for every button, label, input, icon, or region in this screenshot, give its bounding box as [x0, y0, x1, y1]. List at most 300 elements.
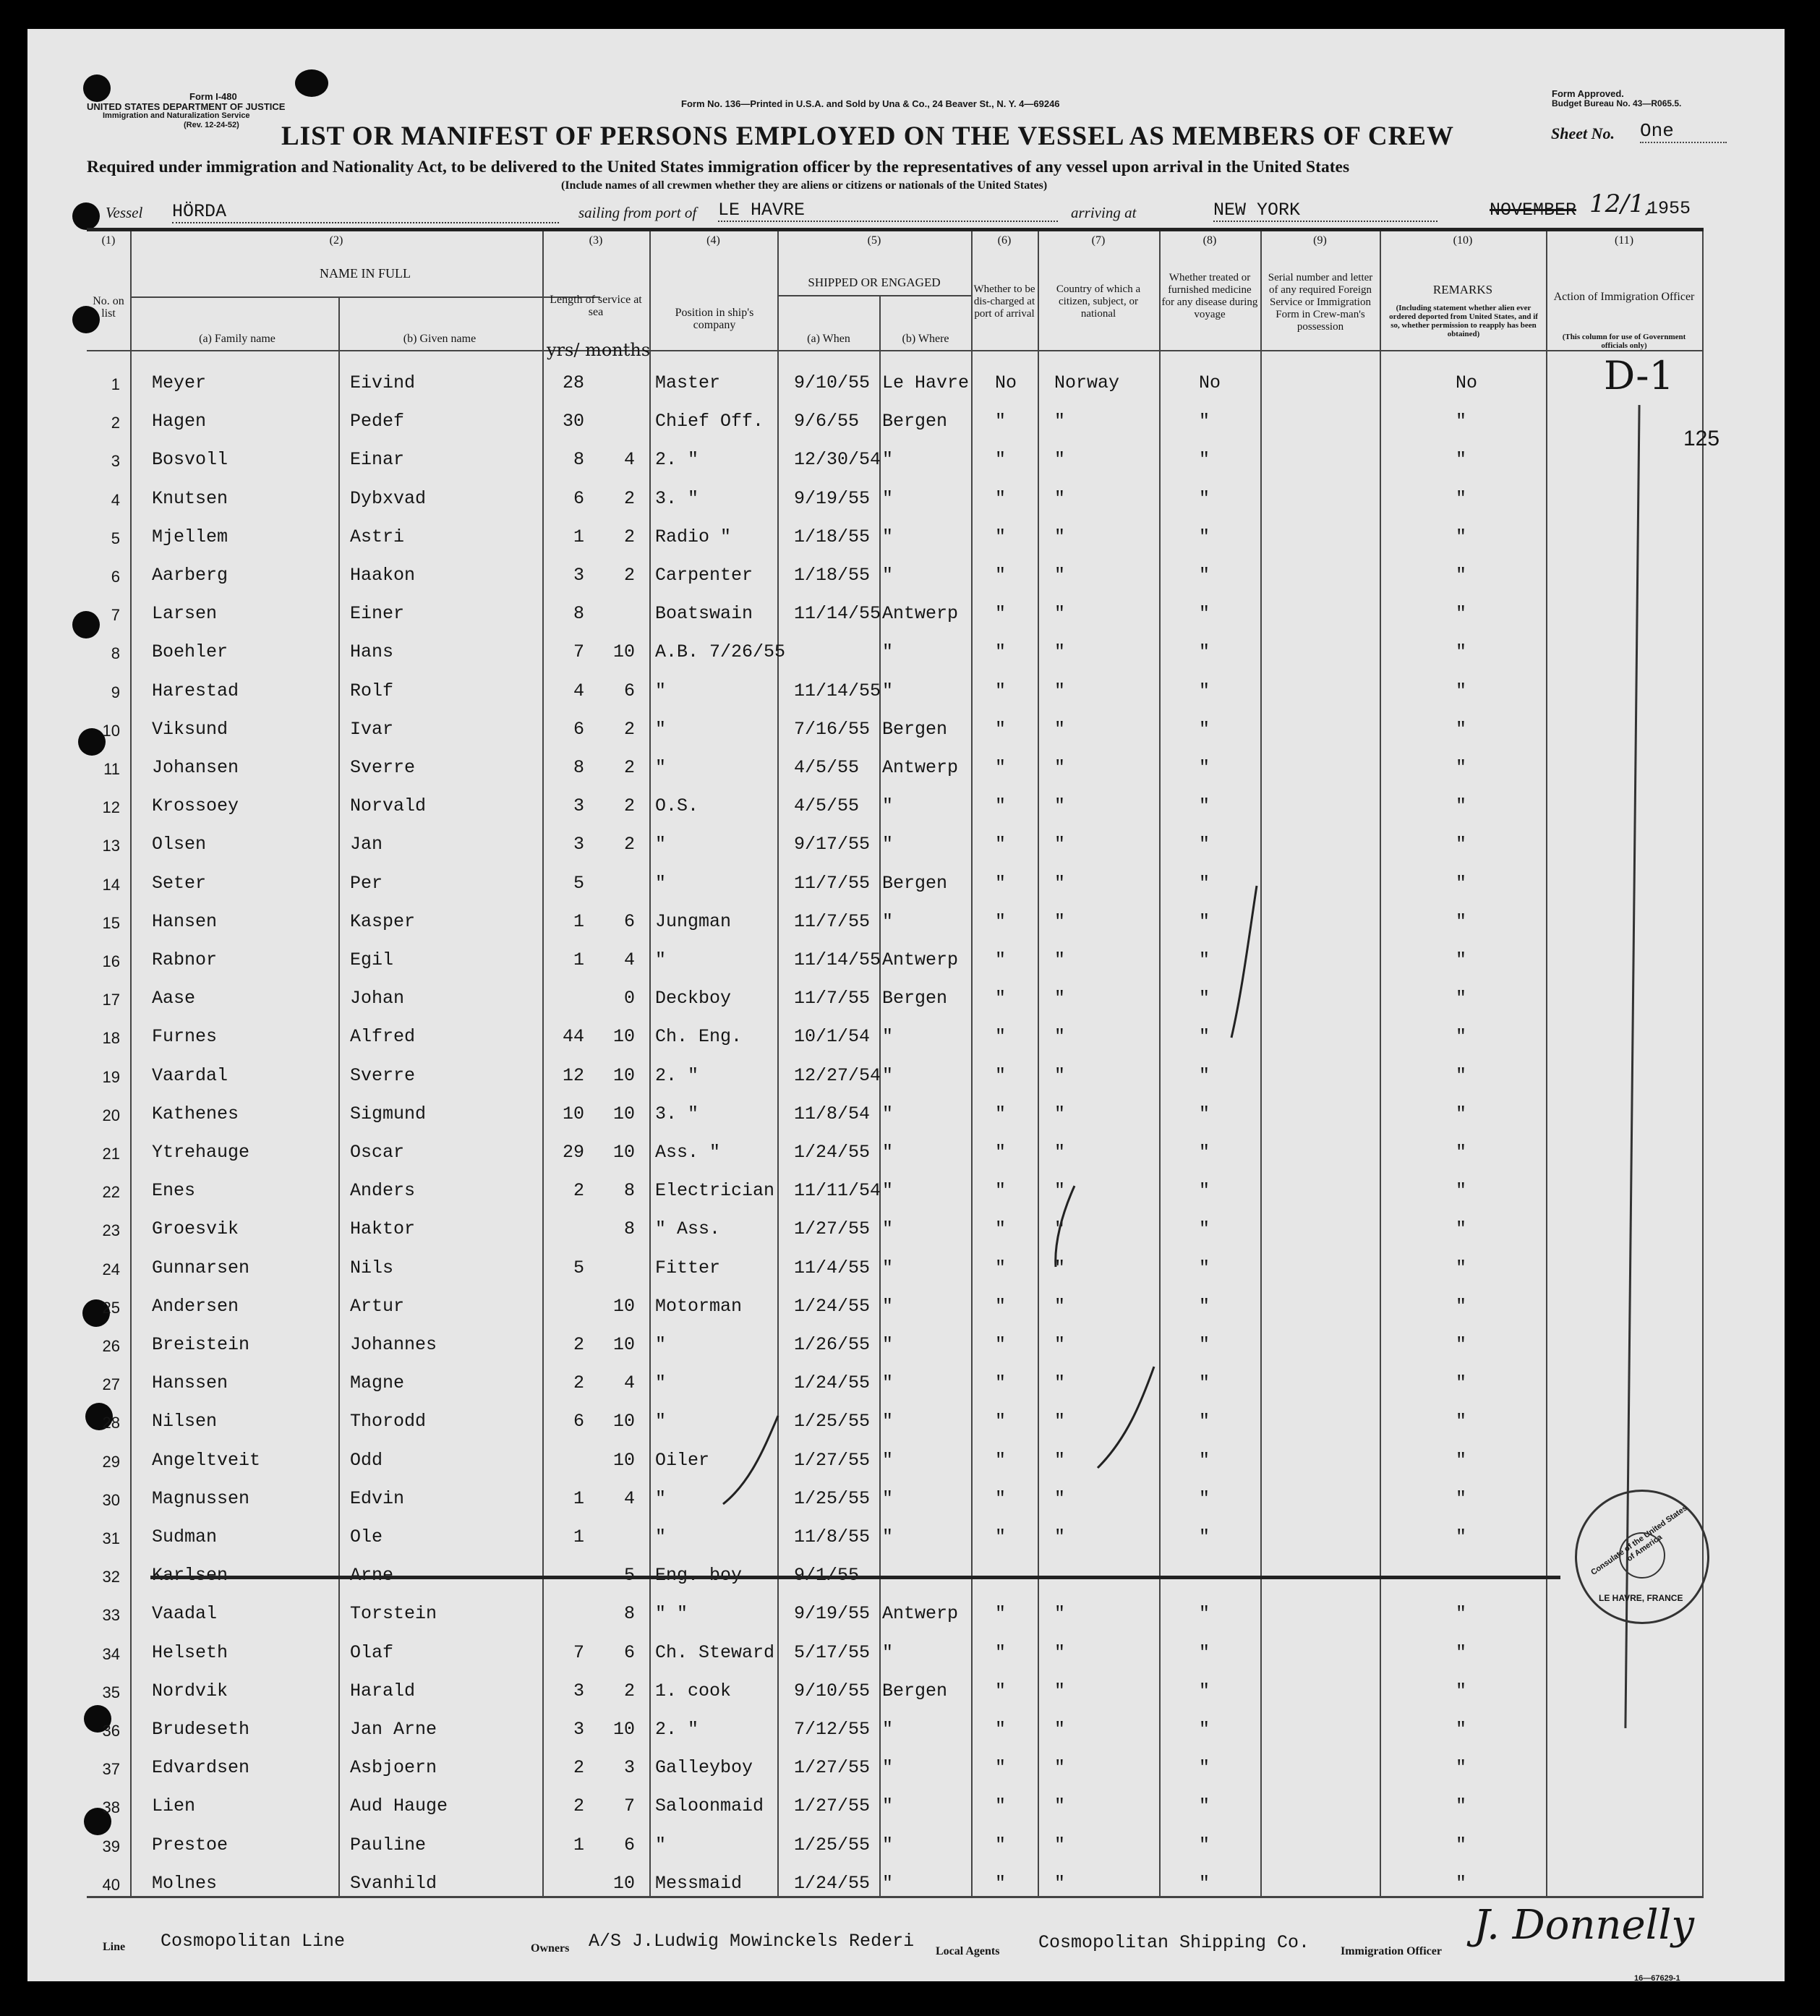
cell-disch: " [995, 680, 1007, 701]
cell-mos: 10 [612, 1142, 635, 1163]
cell-disch: " [995, 449, 1007, 471]
cell-country: Norway [1054, 372, 1120, 393]
cell-remarks: " [1456, 834, 1467, 855]
cell-when: 7/16/55 [794, 718, 871, 740]
row-number: 1 [111, 375, 120, 393]
cell-yrs: 8 [573, 449, 584, 471]
cell-med: " [1199, 1411, 1210, 1432]
cell-med: " [1199, 1334, 1210, 1355]
col-header-position: Position in ship's company [675, 307, 754, 331]
cell-yrs: 30 [562, 411, 584, 432]
stamp-city: LE HAVRE, FRANCE [1599, 1593, 1683, 1603]
cell-position: " [655, 1834, 667, 1855]
cell-given: Magne [350, 1372, 405, 1394]
cell-position: Messmaid [655, 1872, 743, 1894]
cell-position: Galleyboy [655, 1757, 753, 1779]
cell-family: Vaardal [152, 1064, 228, 1086]
cell-yrs: 2 [573, 1180, 584, 1202]
cell-med: " [1199, 718, 1210, 740]
footer-owners-label: Owners [531, 1942, 570, 1955]
row-number: 21 [102, 1145, 120, 1163]
cell-mos: 8 [623, 1603, 635, 1625]
cell-yrs: 4 [573, 680, 584, 701]
cell-family: Larsen [152, 603, 218, 625]
cell-when: 1/26/55 [794, 1334, 871, 1355]
cell-mos: 10 [612, 1334, 635, 1355]
cell-yrs: 2 [573, 1795, 584, 1817]
cell-position: Fitter [655, 1257, 721, 1278]
cell-family: Enes [152, 1180, 196, 1202]
cell-position: Deckboy [655, 988, 732, 1009]
cell-yrs: 5 [573, 1257, 584, 1278]
cell-where: Antwerp [882, 757, 959, 778]
cell-position: Motorman [655, 1295, 743, 1317]
cell-med: " [1199, 1295, 1210, 1317]
cell-when: 11/14/55 [794, 680, 881, 701]
cell-med: " [1199, 1103, 1210, 1124]
cell-when: 1/27/55 [794, 1218, 871, 1240]
col-num: (5) [867, 234, 881, 247]
sheet-value: One [1640, 120, 1727, 143]
cell-position: Master [655, 372, 721, 393]
cell-med: " [1199, 1757, 1210, 1779]
cell-remarks: " [1456, 603, 1467, 625]
cell-mos: 8 [623, 1180, 635, 1202]
cell-mos: 2 [623, 1680, 635, 1701]
cell-disch: " [995, 1757, 1007, 1779]
row-number: 34 [102, 1644, 120, 1663]
cell-med: " [1199, 1526, 1210, 1547]
stamp-text: Consulate of the United States of America [1589, 1503, 1689, 1577]
vessel-label: Vessel [106, 204, 143, 221]
cell-disch: " [995, 988, 1007, 1009]
action-mark: D-1 [1604, 353, 1674, 398]
cell-country: " [1054, 1180, 1066, 1202]
cell-disch: " [995, 1719, 1007, 1740]
cell-mos: 2 [623, 795, 635, 817]
cell-when: 4/5/55 [794, 757, 860, 778]
cell-mos: 2 [623, 718, 635, 740]
cell-country: " [1054, 1795, 1066, 1817]
cell-mos: 10 [612, 1411, 635, 1432]
cell-remarks: " [1456, 910, 1467, 932]
arrival-year: 1955 [1647, 198, 1691, 219]
row-number: 35 [102, 1683, 120, 1701]
cell-yrs: 2 [573, 1334, 584, 1355]
cell-disch: " [995, 411, 1007, 432]
cell-disch: " [995, 1795, 1007, 1817]
cell-mos: 7 [623, 1795, 635, 1817]
cell-med: " [1199, 872, 1210, 894]
cell-yrs: 1 [573, 526, 584, 547]
cell-when: 1/27/55 [794, 1449, 871, 1471]
cell-remarks: " [1456, 1218, 1467, 1240]
col-num: (11) [1614, 234, 1634, 247]
cell-disch: " [995, 1103, 1007, 1124]
cell-mos: 4 [623, 1487, 635, 1509]
cell-med: " [1199, 641, 1210, 663]
cell-where: " [882, 1103, 894, 1124]
row-number: 20 [102, 1106, 120, 1124]
cell-position: 1. cook [655, 1680, 732, 1701]
cell-disch: " [995, 1180, 1007, 1202]
cell-when: 11/14/55 [794, 603, 881, 625]
cell-mos: 10 [612, 1064, 635, 1086]
cell-where: " [882, 680, 894, 701]
cell-where: " [882, 1834, 894, 1855]
cell-country: " [1054, 1295, 1066, 1317]
cell-given: Norvald [350, 795, 427, 817]
cell-med: " [1199, 1487, 1210, 1509]
cell-med: " [1199, 1372, 1210, 1394]
printer-line: Form No. 136—Printed in U.S.A. and Sold by Una & Co., 24 Beaver St., N. Y. 4—69246 [681, 98, 1060, 109]
cell-med: " [1199, 1834, 1210, 1855]
col-header-country: Country of which a citizen, subject, or national [1056, 283, 1141, 320]
cell-where: " [882, 834, 894, 855]
cell-family: Brudeseth [152, 1719, 250, 1740]
cell-remarks: " [1456, 1719, 1467, 1740]
margin-number: 125 [1683, 427, 1720, 450]
cell-mos: 6 [623, 1834, 635, 1855]
cell-remarks: " [1456, 1334, 1467, 1355]
cell-when: 11/7/55 [794, 872, 871, 894]
cell-where: " [882, 449, 894, 471]
row-number: 3 [111, 452, 120, 471]
col-num: (3) [589, 234, 603, 247]
col-header-given: (b) Given name [403, 333, 477, 345]
col-num: (4) [706, 234, 720, 247]
cell-given: Sigmund [350, 1103, 427, 1124]
cell-country: " [1054, 526, 1066, 547]
cell-given: Artur [350, 1295, 405, 1317]
cell-position: Ch. Eng. [655, 1026, 743, 1048]
cell-yrs: 2 [573, 1372, 584, 1394]
col-num: (7) [1091, 234, 1106, 247]
cell-where: " [882, 1641, 894, 1663]
cell-remarks: " [1456, 1064, 1467, 1086]
cell-when: 9/17/55 [794, 834, 871, 855]
cell-family: Viksund [152, 718, 228, 740]
cell-country: " [1054, 1487, 1066, 1509]
cell-family: Vaadal [152, 1603, 218, 1625]
cell-remarks: " [1456, 1487, 1467, 1509]
cell-disch: " [995, 1641, 1007, 1663]
cell-where: " [882, 1180, 894, 1202]
cell-where: " [882, 1411, 894, 1432]
cell-where: Bergen [882, 872, 948, 894]
footer-line: Cosmopolitan Line [161, 1931, 346, 1952]
subnote: (Include names of all crewmen whether they are aliens or citizens or nationals of the United States) [561, 179, 1048, 192]
cell-remarks: " [1456, 795, 1467, 817]
cell-position: " [655, 1526, 667, 1547]
col-num: (2) [329, 234, 343, 247]
cell-when: 9/10/55 [794, 372, 871, 393]
col-header-name: NAME IN FULL [320, 266, 411, 281]
service: Immigration and Naturalization Service [103, 111, 250, 120]
cell-when: 5/17/55 [794, 1641, 871, 1663]
cell-med: " [1199, 1142, 1210, 1163]
cell-position: Chief Off. [655, 411, 764, 432]
cell-mos: 10 [612, 1449, 635, 1471]
col-header-action: Action of Immigration Officer [1553, 291, 1695, 303]
cell-given: Hans [350, 641, 394, 663]
cell-country: " [1054, 1872, 1066, 1894]
cell-given: Edvin [350, 1487, 405, 1509]
cell-given: Sverre [350, 757, 416, 778]
cell-remarks: " [1456, 1103, 1467, 1124]
row-number: 38 [102, 1798, 120, 1817]
col-num: (1) [101, 234, 116, 247]
cell-mos: 10 [612, 1026, 635, 1048]
cell-given: Haakon [350, 565, 416, 586]
row-number: 17 [102, 991, 120, 1009]
cell-med: " [1199, 949, 1210, 970]
officer-signature: J. Donnelly [1474, 1902, 1695, 1949]
cell-where: " [882, 526, 894, 547]
pen-marks [27, 29, 1785, 1981]
row-number: 40 [102, 1875, 120, 1894]
cell-country: " [1054, 1757, 1066, 1779]
cell-yrs: 12 [562, 1064, 584, 1086]
cell-mos: 6 [623, 1641, 635, 1663]
cell-yrs: 6 [573, 718, 584, 740]
cell-yrs: 3 [573, 1719, 584, 1740]
cell-mos: 3 [623, 1757, 635, 1779]
cell-disch: " [995, 795, 1007, 817]
cell-remarks: " [1456, 1526, 1467, 1547]
manifest-page [27, 29, 1785, 1981]
row-number: 39 [102, 1837, 120, 1855]
cell-disch: " [995, 1411, 1007, 1432]
cell-med: " [1199, 411, 1210, 432]
cell-given: Jan Arne [350, 1719, 437, 1740]
cell-country: " [1054, 1103, 1066, 1124]
cell-position: 2. " [655, 1719, 699, 1740]
cell-med: " [1199, 487, 1210, 509]
cell-yrs: 1 [573, 1526, 584, 1547]
cell-position: " [655, 718, 667, 740]
row-number: 25 [102, 1298, 120, 1317]
cell-med: " [1199, 988, 1210, 1009]
cell-country: " [1054, 988, 1066, 1009]
row-number: 10 [102, 721, 120, 740]
cell-position: " " [655, 1603, 688, 1625]
cell-when: 1/24/55 [794, 1872, 871, 1894]
cell-disch: " [995, 910, 1007, 932]
cell-where: Bergen [882, 411, 948, 432]
cell-position: " [655, 1372, 667, 1394]
cell-position: " [655, 949, 667, 970]
cell-country: " [1054, 1218, 1066, 1240]
cell-family: Nordvik [152, 1680, 228, 1701]
cell-yrs: 1 [573, 1487, 584, 1509]
cell-disch: No [995, 372, 1017, 393]
budget-bureau: Budget Bureau No. 43—R065.5. [1552, 98, 1682, 108]
row-number: 22 [102, 1183, 120, 1202]
cell-remarks: " [1456, 1757, 1467, 1779]
cell-mos: 2 [623, 834, 635, 855]
cell-where: " [882, 1372, 894, 1394]
cell-country: " [1054, 1641, 1066, 1663]
cell-mos: 2 [623, 487, 635, 509]
cell-remarks: " [1456, 1257, 1467, 1278]
cell-given: Anders [350, 1180, 416, 1202]
row-number: 15 [102, 913, 120, 932]
cell-when: 1/25/55 [794, 1487, 871, 1509]
cell-remarks: " [1456, 1449, 1467, 1471]
cell-position: Ass. " [655, 1142, 721, 1163]
cell-where: Antwerp [882, 1603, 959, 1625]
cell-where: " [882, 1064, 894, 1086]
cell-position: " [655, 872, 667, 894]
cell-position: Saloonmaid [655, 1795, 764, 1817]
cell-position: " [655, 680, 667, 701]
col-num: (6) [997, 234, 1012, 247]
row-number: 30 [102, 1490, 120, 1509]
cell-family: Gunnarsen [152, 1257, 250, 1278]
cell-country: " [1054, 872, 1066, 894]
cell-mos: 6 [623, 680, 635, 701]
cell-family: Edvardsen [152, 1757, 250, 1779]
cell-given: Johannes [350, 1334, 437, 1355]
cell-family: Sudman [152, 1526, 218, 1547]
col-header-where: (b) Where [902, 333, 949, 345]
cell-mos: 4 [623, 449, 635, 471]
cell-yrs: 6 [573, 1411, 584, 1432]
cell-where: Le Havre [882, 372, 970, 393]
cell-yrs: 29 [562, 1142, 584, 1163]
row-number: 11 [103, 760, 120, 778]
cell-when: 1/18/55 [794, 565, 871, 586]
cell-yrs: 3 [573, 834, 584, 855]
cell-mos: 2 [623, 526, 635, 547]
cell-where: " [882, 1526, 894, 1547]
col-header-medicine: Whether treated or furnished medicine for any disease during voyage [1161, 272, 1258, 320]
cell-med: " [1199, 680, 1210, 701]
cell-mos: 10 [612, 1295, 635, 1317]
cell-remarks: " [1456, 1026, 1467, 1048]
cell-where: " [882, 1295, 894, 1317]
cell-family: Breistein [152, 1334, 250, 1355]
col-header-when: (a) When [807, 333, 850, 345]
cell-given: Odd [350, 1449, 383, 1471]
cell-position: " [655, 1334, 667, 1355]
cell-yrs: 1 [573, 910, 584, 932]
cell-country: " [1054, 603, 1066, 625]
cell-where: " [882, 1142, 894, 1163]
col-header-length: Length of service at sea [550, 294, 642, 318]
row-number: 8 [111, 644, 120, 663]
cell-when: 9/19/55 [794, 487, 871, 509]
cell-mos: 0 [623, 988, 635, 1009]
cell-country: " [1054, 1834, 1066, 1855]
cell-remarks: " [1456, 872, 1467, 894]
page-title: LIST OR MANIFEST OF PERSONS EMPLOYED ON THE VESSEL AS MEMBERS OF CREW [281, 121, 1454, 151]
cell-disch: " [995, 1872, 1007, 1894]
cell-country: " [1054, 565, 1066, 586]
cell-disch: " [995, 1487, 1007, 1509]
cell-when: 1/18/55 [794, 526, 871, 547]
cell-disch: " [995, 1449, 1007, 1471]
row-number: 36 [102, 1722, 120, 1740]
row-number: 7 [111, 606, 120, 625]
cell-where: " [882, 1872, 894, 1894]
col-header-discharged: Whether to be dis-charged at port of arrival [973, 283, 1035, 320]
cell-disch: " [995, 1372, 1007, 1394]
col-header-family: (a) Family name [199, 333, 275, 345]
cell-disch: " [995, 641, 1007, 663]
cell-disch: " [995, 757, 1007, 778]
form-id: Form I-480 [189, 91, 237, 102]
row-number: 4 [111, 490, 120, 509]
cell-mos: 10 [612, 1103, 635, 1124]
cell-family: Seter [152, 872, 207, 894]
cell-position: " [655, 1487, 667, 1509]
cell-med: " [1199, 834, 1210, 855]
col-header-shipped: SHIPPED OR ENGAGED [808, 276, 941, 289]
cell-given: Haktor [350, 1218, 416, 1240]
cell-where: Antwerp [882, 603, 959, 625]
cell-country: " [1054, 1680, 1066, 1701]
cell-remarks: " [1456, 1872, 1467, 1894]
footer-agents: Cosmopolitan Shipping Co. [1038, 1932, 1310, 1953]
cell-where: " [882, 641, 894, 663]
cell-where: " [882, 565, 894, 586]
row-number: 6 [111, 568, 120, 586]
cell-remarks: " [1456, 449, 1467, 471]
cell-family: Johansen [152, 757, 239, 778]
cell-position: A.B. 7/26/55 [655, 641, 786, 663]
row-number: 19 [102, 1067, 120, 1086]
cell-remarks: " [1456, 718, 1467, 740]
row-number: 28 [102, 1414, 120, 1432]
cell-given: Einer [350, 603, 405, 625]
cell-when: 12/30/54 [794, 449, 881, 471]
cell-given: Torstein [350, 1603, 437, 1625]
cell-position: 2. " [655, 449, 699, 471]
row-number: 33 [102, 1606, 120, 1625]
cell-position: " Ass. [655, 1218, 721, 1240]
cell-mos: 2 [623, 565, 635, 586]
cell-remarks: " [1456, 1295, 1467, 1317]
pen-stroke [1231, 886, 1257, 1038]
row-number: 24 [102, 1260, 120, 1278]
cell-disch: " [995, 872, 1007, 894]
cell-when: 1/24/55 [794, 1142, 871, 1163]
pen-stroke [1056, 1186, 1075, 1267]
cell-med: " [1199, 1026, 1210, 1048]
cell-country: " [1054, 1257, 1066, 1278]
cell-when: 11/8/55 [794, 1526, 871, 1547]
cell-when: 1/24/55 [794, 1372, 871, 1394]
cell-remarks: " [1456, 411, 1467, 432]
cell-given: Harald [350, 1680, 416, 1701]
row-number: 16 [102, 952, 120, 970]
cell-where: " [882, 1257, 894, 1278]
cell-yrs: 44 [562, 1026, 584, 1048]
cell-where: " [882, 487, 894, 509]
cell-given: Sverre [350, 1064, 416, 1086]
cell-disch: " [995, 1218, 1007, 1240]
cell-country: " [1054, 1026, 1066, 1048]
cell-med: No [1199, 372, 1221, 393]
cell-family: Ytrehauge [152, 1142, 250, 1163]
cell-yrs: 28 [562, 372, 584, 393]
cell-where: Antwerp [882, 949, 959, 970]
cell-med: " [1199, 757, 1210, 778]
cell-yrs: 3 [573, 1680, 584, 1701]
cell-disch: " [995, 565, 1007, 586]
